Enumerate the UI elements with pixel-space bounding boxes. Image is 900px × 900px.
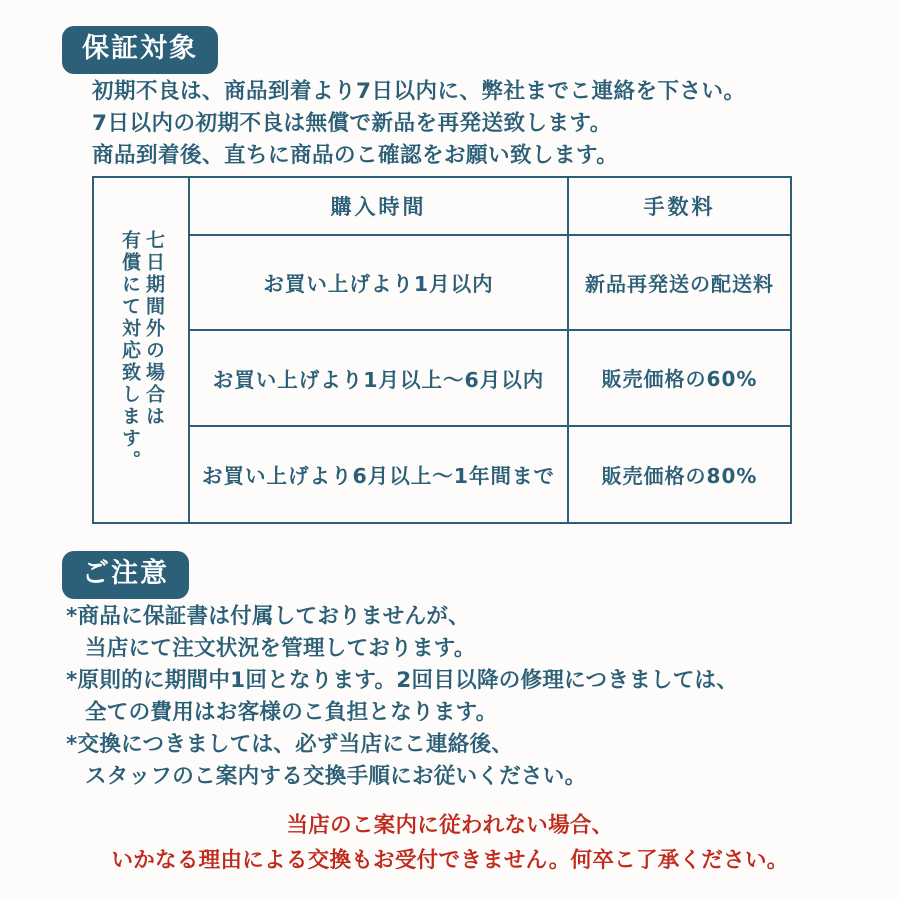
warranty-intro-paragraph: [92, 76, 852, 172]
warranty-fee-table: [92, 176, 792, 524]
warning-line-2: いかなる理由による交換もお受付できません。何卒こ了承ください。: [111, 848, 789, 873]
warranty-intro-line-3: 商品到着後、直ちに商品のこ確認をお願い致します。: [92, 143, 619, 168]
table-row-label-line-2: 有償にて対応致します。: [119, 230, 141, 472]
table-row: [190, 427, 790, 522]
table-cell-fee-2: 販売価格の60%: [601, 367, 758, 392]
table-cell-period-1: お買い上げより1月以内: [190, 236, 569, 329]
caution-section-badge: ご注意: [62, 551, 189, 599]
table-row-label-column: [94, 178, 190, 522]
caution-line-2: 当店にて注文状況を管理しております。: [85, 636, 476, 661]
table-row: [190, 331, 790, 426]
table-header-fee: 手数料: [643, 194, 716, 219]
table-cell-fee-1: 新品再発送の配送料: [585, 271, 774, 296]
table-row: [190, 236, 790, 331]
warranty-section-badge: 保証対象: [62, 26, 218, 74]
caution-line-5: *交換につきましては、必ず当店にこ連絡後、: [66, 732, 514, 757]
table-body: [190, 178, 790, 522]
warranty-intro-line-1: 初期不良は、商品到着より7日以内に、弊社までこ連絡を下さい。: [92, 79, 746, 104]
table-cell-period-3: お買い上げより6月以上～1年間まで: [190, 427, 569, 522]
table-cell-period-2: お買い上げより1月以上～6月以内: [190, 331, 569, 424]
warning-line-1: 当店のこ案内に従われない場合、: [286, 813, 614, 838]
warranty-intro-line-2: 7日以内の初期不良は無償で新品を再発送致します。: [92, 111, 612, 136]
table-row-label-line-1: 七日期間外の場合は: [142, 230, 165, 428]
caution-line-1: *商品に保証書は付属しておりませんが、: [66, 604, 470, 629]
exchange-warning-text: [0, 808, 900, 878]
caution-line-6: スタッフのこ案内する交換手順にお従いください。: [85, 764, 587, 789]
caution-list: [66, 601, 866, 793]
caution-line-3: *原則的に期間中1回となります。2回目以降の修理につきましては、: [66, 668, 739, 693]
table-header-period: 購入時間: [190, 178, 569, 234]
table-cell-fee-3: 販売価格の80%: [601, 463, 758, 488]
caution-line-4: 全ての費用はお客様のこ負担となります。: [85, 700, 498, 725]
table-header-row: [190, 178, 790, 236]
